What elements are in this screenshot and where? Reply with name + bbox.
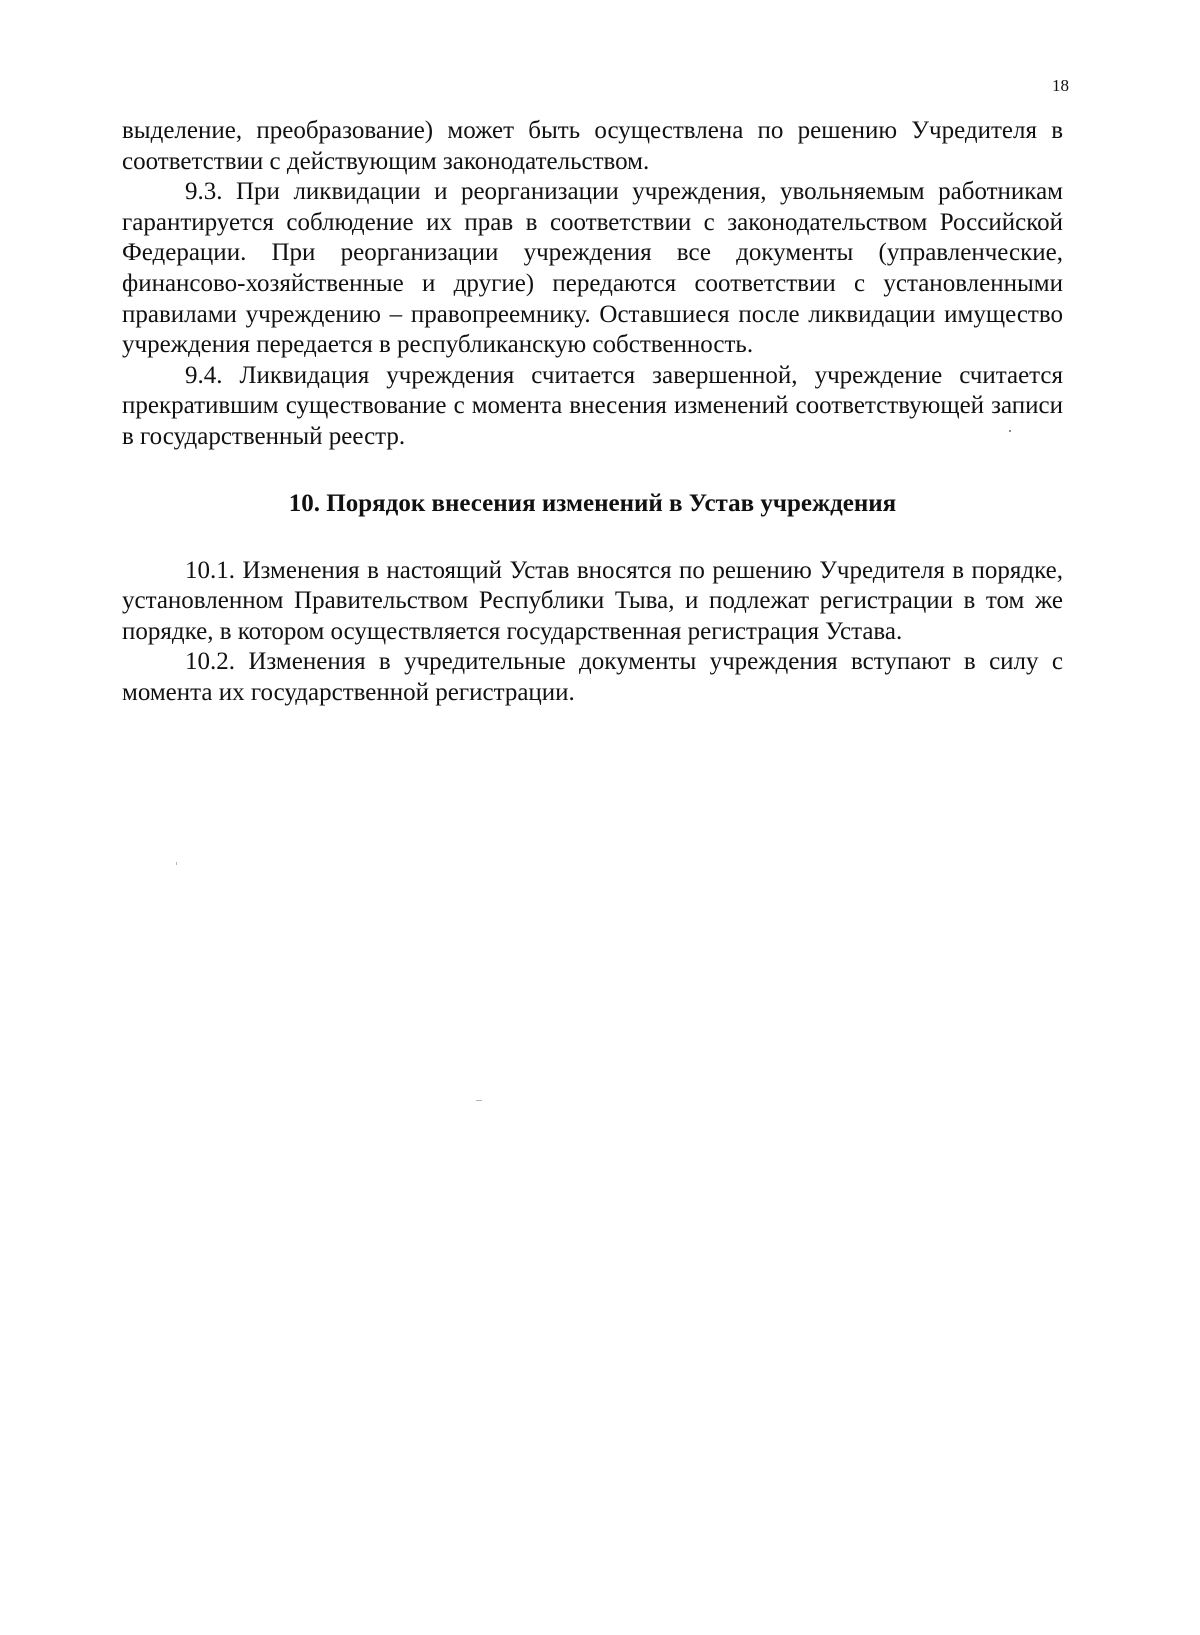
scan-speck [1009, 430, 1011, 432]
document-body [122, 116, 1063, 709]
paragraph-9-3: 9.3. При ликвидации и реорганизации учреждения, увольняемым работникам гарантируется соблюдение их прав в соответствии с законодательством Российской Федерации. При реорганизации учреждения все документы (управленческие, финансово-хозяйственные и другие) передаются соответствии с установленными правилами учреждению – правопреемнику. Оставшиеся после ликвидации имущество учреждения передается в республиканскую собственность. [122, 178, 1063, 359]
scan-speck [176, 862, 177, 865]
paragraph-9-4: 9.4. Ликвидация учреждения считается завершенной, учреждение считается прекратившим существование с момента внесения изменений соответствующей записи в государственный реестр. [122, 361, 1063, 450]
page-number: 18 [1052, 76, 1069, 95]
scan-speck [476, 1100, 482, 1101]
paragraph-continuation: выделение, преобразование) может быть осуществлена по решению Учредителя в соответствии с действующим законодательством. [122, 117, 1063, 175]
section-body [122, 556, 1063, 709]
section-heading: 10. Порядок внесения изменений в Устав учреждения [288, 489, 897, 517]
paragraph-10-1: 10.1. Изменения в настоящий Устав вносятся по решению Учредителя в порядке, установленном Правительством Республики Тыва, и подлежат регистрации в том же порядке, в котором осуществляется государственная регистрация Устава. [122, 556, 1063, 645]
paragraph-10-2: 10.2. Изменения в учредительные документы учреждения вступают в силу с момента их государственной регистрации. [122, 648, 1063, 706]
